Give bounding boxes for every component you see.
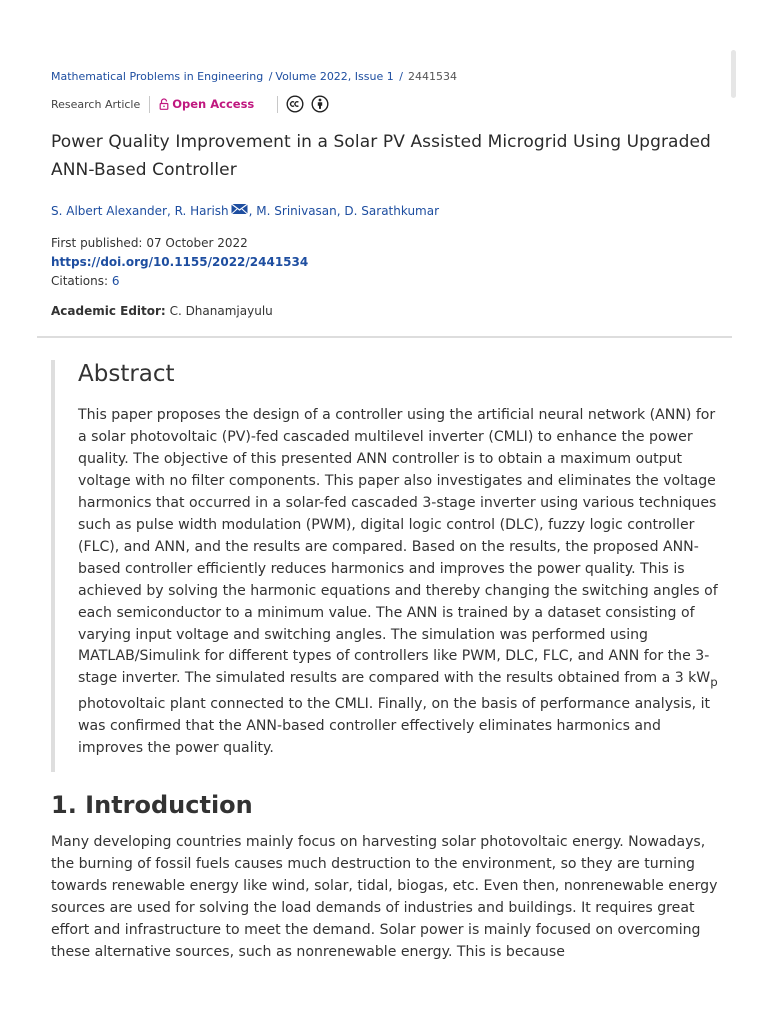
citations-label: Citations: bbox=[51, 274, 109, 288]
abstract-text bbox=[78, 405, 721, 760]
by-icon bbox=[311, 95, 329, 113]
first-published-date: 07 October 2022 bbox=[146, 236, 248, 250]
article-title: Power Quality Improvement in a Solar PV Assisted Microgrid Using Upgraded ANN-Based Controller bbox=[51, 132, 711, 180]
abstract-subscript: p bbox=[710, 675, 718, 690]
breadcrumb-separator: / bbox=[399, 70, 403, 83]
citations bbox=[51, 272, 308, 291]
scrollbar[interactable] bbox=[731, 50, 736, 98]
article-meta-row bbox=[51, 94, 329, 114]
abstract-text-part: This paper proposes the design of a controller using the artificial neural network (ANN) for a solar photovoltaic (PV)-fed cascaded multilevel inverter (CMLI) to enhance the power quality. The objective of this presented ANN controller is to obtain a maximum output voltage with no filter components. This paper also investigates and eliminates the voltage harmonics that occurred in a solar-fed cascaded 3-stage inverter using various techniques such as pulse width modulation (PWM), digital logic control (DLC), fuzzy logic controller (FLC), and ANN, and the results are compared. Based on the results, the proposed ANN-based controller efficiently reduces harmonics and improves the power quality. This is achieved by solving the harmonic equations and thereby changing the switching angles of each semiconductor to a minimum value. The ANN is trained by a dataset consisting of varying input voltage and switching angles. The simulation was performed using MATLAB/Simulink for different types of controllers like PWM, DLC, FLC, and ANN for the 3-stage inverter. The simulated results are compared with the results obtained from a 3 kW bbox=[78, 407, 718, 687]
author-link[interactable]: R. Harish bbox=[174, 203, 229, 218]
unlock-icon bbox=[159, 98, 169, 110]
author-link[interactable]: S. Albert Alexander, bbox=[51, 203, 171, 218]
first-published-label: First published: bbox=[51, 236, 143, 250]
cc-icon bbox=[286, 95, 304, 113]
academic-editor-name: C. Dhanamjayulu bbox=[169, 304, 273, 318]
breadcrumb-journal-link[interactable]: Mathematical Problems in Engineering bbox=[51, 70, 264, 83]
academic-editor bbox=[51, 304, 273, 318]
abstract-text-part: photovoltaic plant connected to the CMLI. Finally, on the basis of performance analysis, it was confirmed that the ANN-based controller effectively eliminates harmonics and improves the power quality. bbox=[78, 696, 711, 757]
divider bbox=[149, 96, 150, 113]
citations-count-link[interactable]: 6 bbox=[111, 274, 120, 288]
doi-link[interactable]: https://doi.org/10.1155/2022/2441534 bbox=[51, 255, 309, 269]
envelope-icon[interactable] bbox=[231, 203, 248, 218]
open-access-label: Open Access bbox=[172, 97, 255, 111]
author-list bbox=[51, 203, 439, 218]
academic-editor-label: Academic Editor: bbox=[51, 304, 166, 318]
license-icons[interactable] bbox=[286, 95, 329, 113]
divider bbox=[277, 96, 278, 113]
publication-info bbox=[51, 234, 308, 291]
introduction-text: Many developing countries mainly focus on harvesting solar photovoltaic energy. Nowadays, the burning of fossil fuels causes much destruction to the environment, so they are turning towards renewable energy like wind, solar, tidal, biogas, etc. Even then, nonrenewable energy sources are used for solving the load demands of industries and buildings. It requires great effort and infrastructure to meet the demand. Solar power is mainly focused on overcoming these alternative sources, such as nonrenewable energy. This is because bbox=[51, 834, 718, 960]
abstract-section bbox=[51, 360, 719, 772]
author-link[interactable]: M. Srinivasan, bbox=[256, 203, 341, 218]
open-access-badge[interactable] bbox=[159, 97, 254, 111]
abstract-heading: Abstract bbox=[78, 361, 175, 387]
breadcrumb-separator: / bbox=[268, 70, 273, 83]
article-type: Research Article bbox=[51, 97, 141, 111]
author-separator: , bbox=[248, 203, 253, 218]
article-id: 2441534 bbox=[407, 70, 457, 83]
section-divider bbox=[37, 336, 732, 338]
breadcrumb bbox=[51, 70, 457, 83]
introduction-heading: 1. Introduction bbox=[51, 791, 253, 819]
breadcrumb-volume-link[interactable]: Volume 2022, Issue 1 bbox=[275, 70, 394, 83]
author-link[interactable]: D. Sarathkumar bbox=[344, 203, 440, 218]
first-published bbox=[51, 234, 308, 253]
